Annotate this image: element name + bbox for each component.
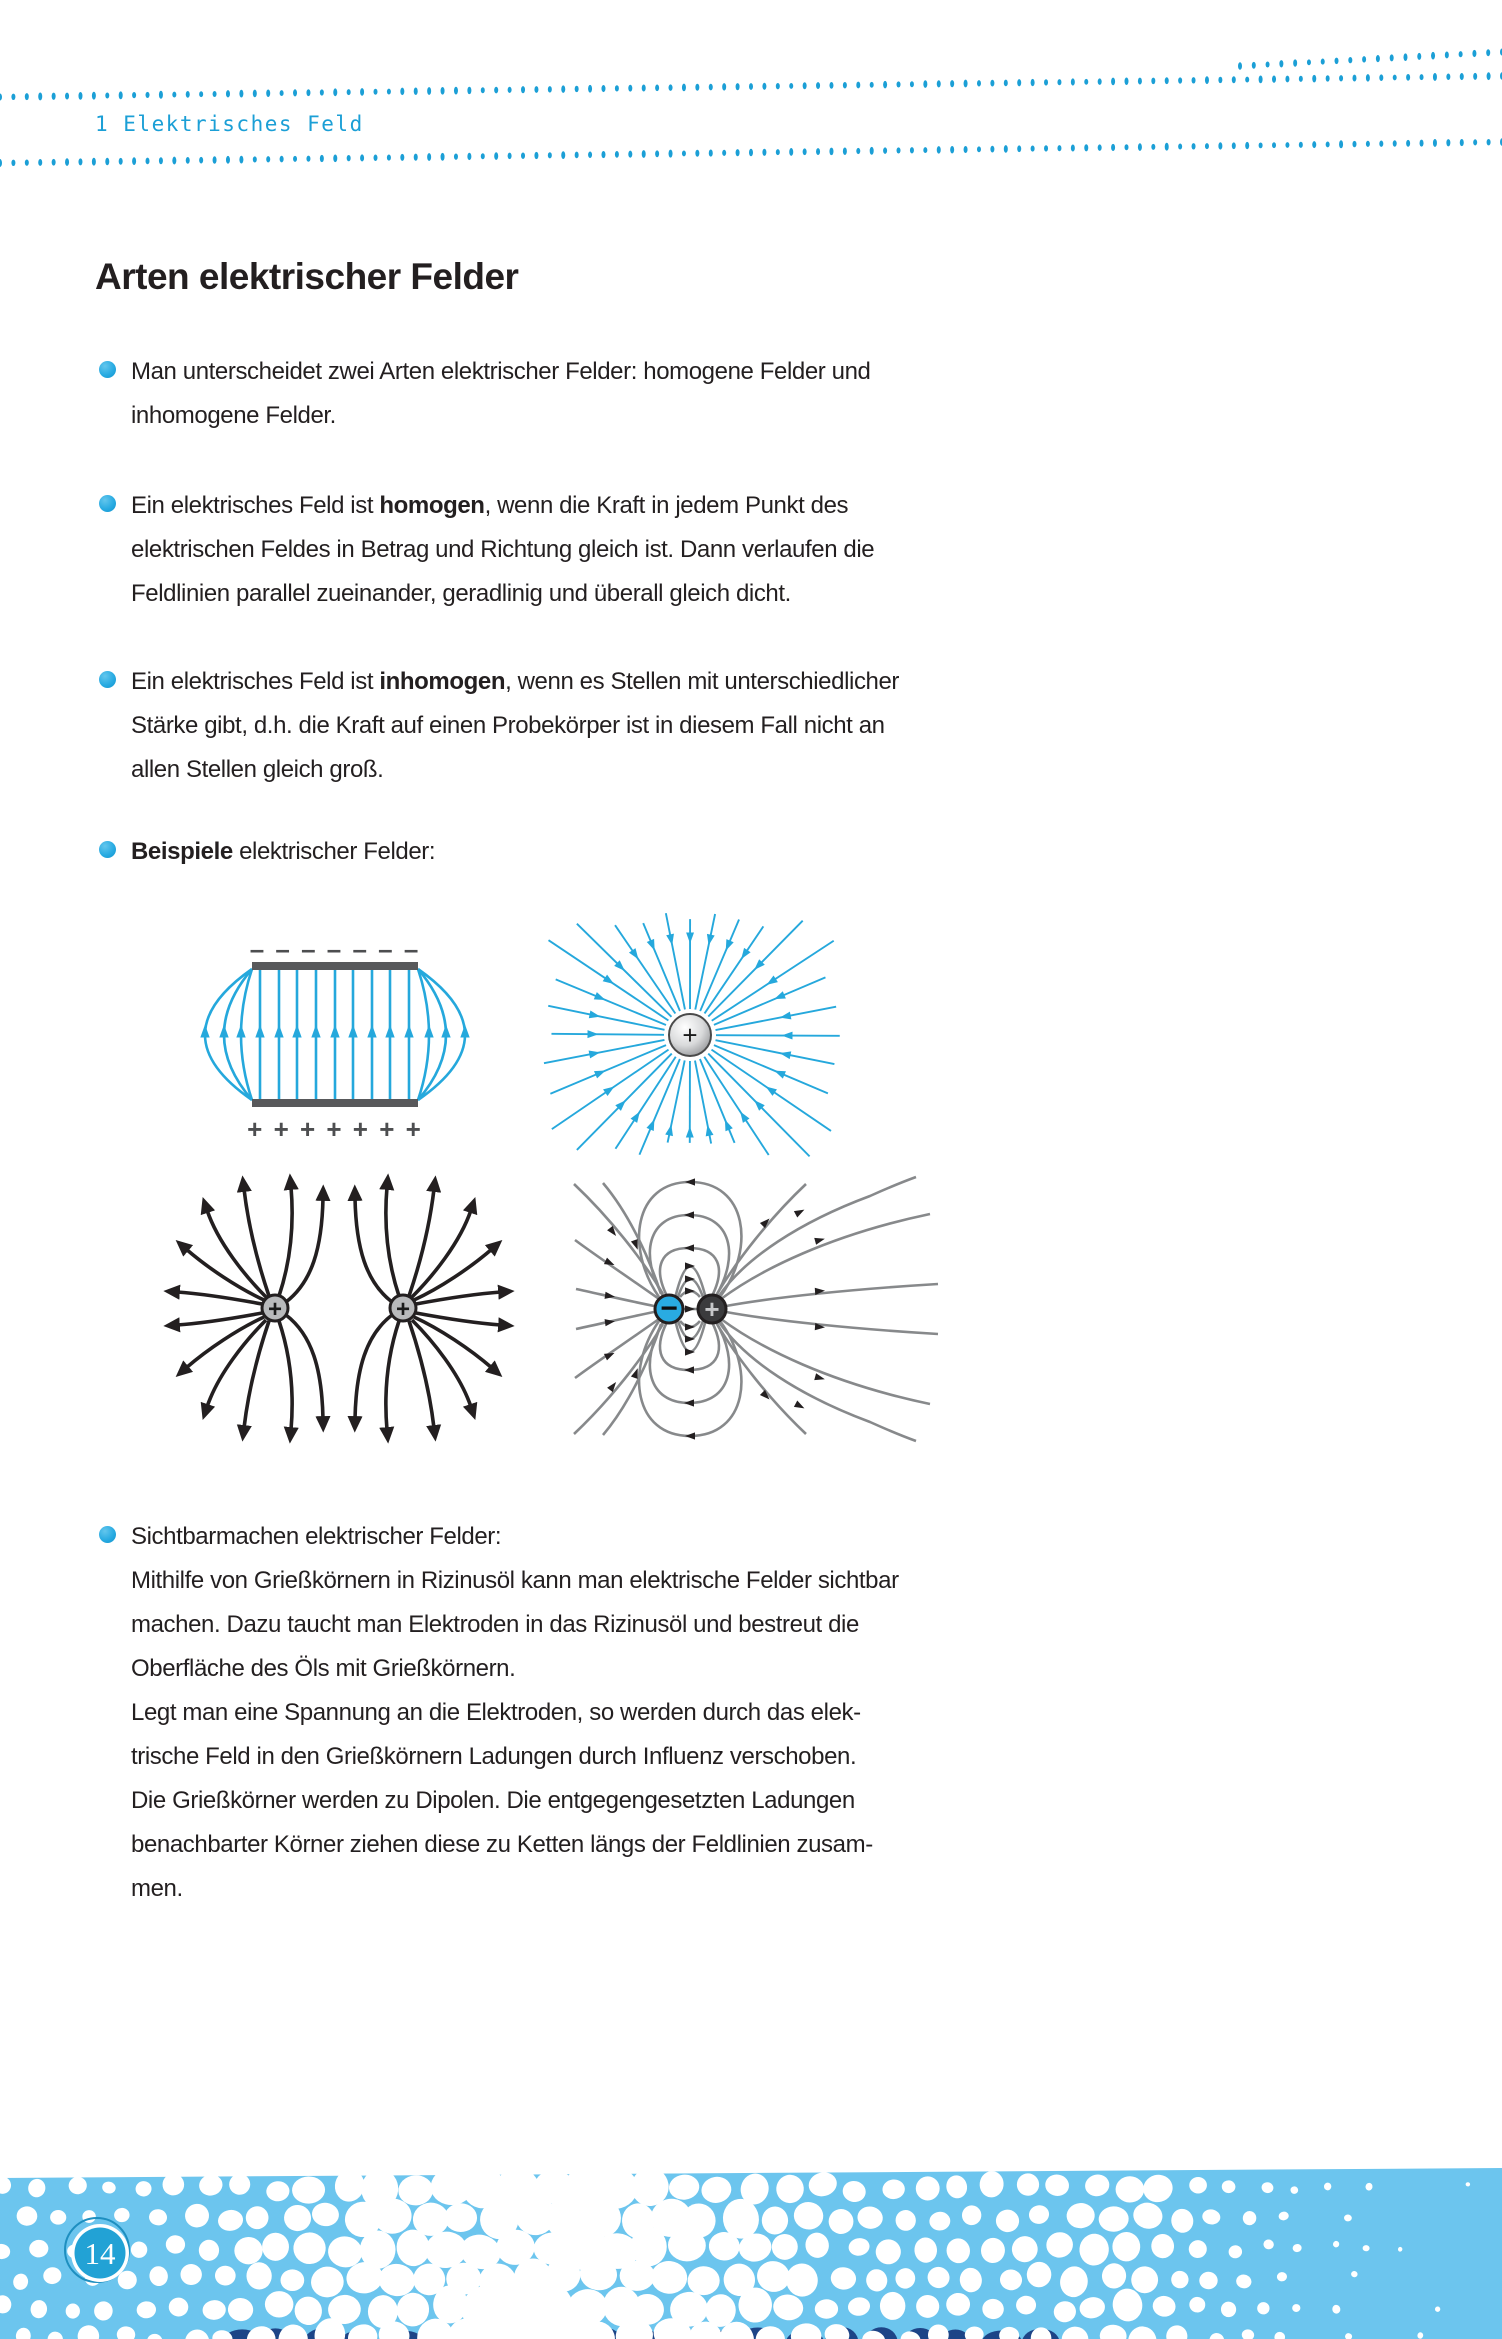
- bullet-item-examples: [99, 830, 1199, 874]
- bullet-dot-icon: [99, 1526, 116, 1543]
- header-dotted-rules: [0, 49, 1502, 167]
- bullet-item-inhomogeneous: [99, 660, 1199, 792]
- footer-band: [0, 2162, 1502, 2339]
- bullet-text: Beispiele elektrischer Felder:: [131, 838, 436, 865]
- charge-plus-symbol: +: [682, 1020, 698, 1050]
- bullet-text: Man unterscheidet zwei Arten elektrischer Felder: homogene Felder und inhomogene Felder.: [131, 358, 871, 429]
- plus-signs-row: + + + + + + +: [247, 1114, 423, 1144]
- figure-two-like-charges: [177, 1187, 501, 1430]
- bullet-item-homogeneous: [99, 484, 1199, 616]
- figure-dipole-field: [574, 1177, 938, 1441]
- dipole-minus-symbol: −: [660, 1292, 678, 1325]
- bullet-item-field-types: [99, 350, 1199, 438]
- bullet-text: Ein elektrisches Feld ist homogen, wenn die Kraft in jedem Punkt des elektrischen Feldes in Betrag und Richtung gleich ist. Dann verlaufen die Feldlinien parallel zueinander, geradlinig und überall gleich dicht.: [131, 492, 875, 607]
- figure-point-charge-radial-field: [544, 913, 840, 1156]
- bullet-dot-icon: [99, 361, 116, 378]
- figure-plate-capacitor-homogeneous-field: [200, 934, 469, 1144]
- right-charge-field-lines: [355, 1187, 501, 1430]
- dipole-field-lines: [574, 1177, 938, 1441]
- capacitor-bottom-plate: [252, 1099, 418, 1107]
- left-charge-field-lines: [177, 1187, 323, 1430]
- bullet-item-visualisation: [99, 1515, 1199, 1911]
- left-charge-plus-symbol: +: [267, 1296, 283, 1323]
- page-number-badge: [65, 2218, 129, 2282]
- minus-signs-row: – – – – – – –: [249, 934, 421, 964]
- chapter-header-label: 1 Elektrisches Feld: [95, 112, 364, 136]
- dipole-plus-symbol: +: [704, 1294, 720, 1324]
- bullet-dot-icon: [99, 841, 116, 858]
- bullet-dot-icon: [99, 495, 116, 512]
- page-title: Arten elektrischer Felder: [95, 256, 519, 297]
- bullet-text: Ein elektrisches Feld ist inhomogen, wenn es Stellen mit unterschiedlicher Stärke gibt, d.h. die Kraft auf einen Probekörper ist in diesem Fall nicht an allen Stellen gleich groß.: [131, 668, 900, 783]
- right-charge-plus-symbol: +: [395, 1296, 411, 1323]
- bullet-dot-icon: [99, 671, 116, 688]
- page-number: 14: [84, 2236, 116, 2271]
- bullet-text: Sichtbarmachen elektrischer Felder: Mithilfe von Grießkörnern in Rizinusöl kann man elektrische Felder sichtbar machen. Dazu taucht man Elektroden in das Rizinusöl und bestreut die Oberfläche des Öls mit Grießkörnern. Legt man eine Spannung an die Elektroden, so werden durch das elek- trische Feld in den Grießkörnern Ladungen durch Influenz verschoben. Die Grießkörner werden zu Dipolen. Die entgegengesetzten Ladungen benachbarter Körner ziehen diese zu Ketten längs der Feldlinien zusam- men.: [131, 1523, 899, 1902]
